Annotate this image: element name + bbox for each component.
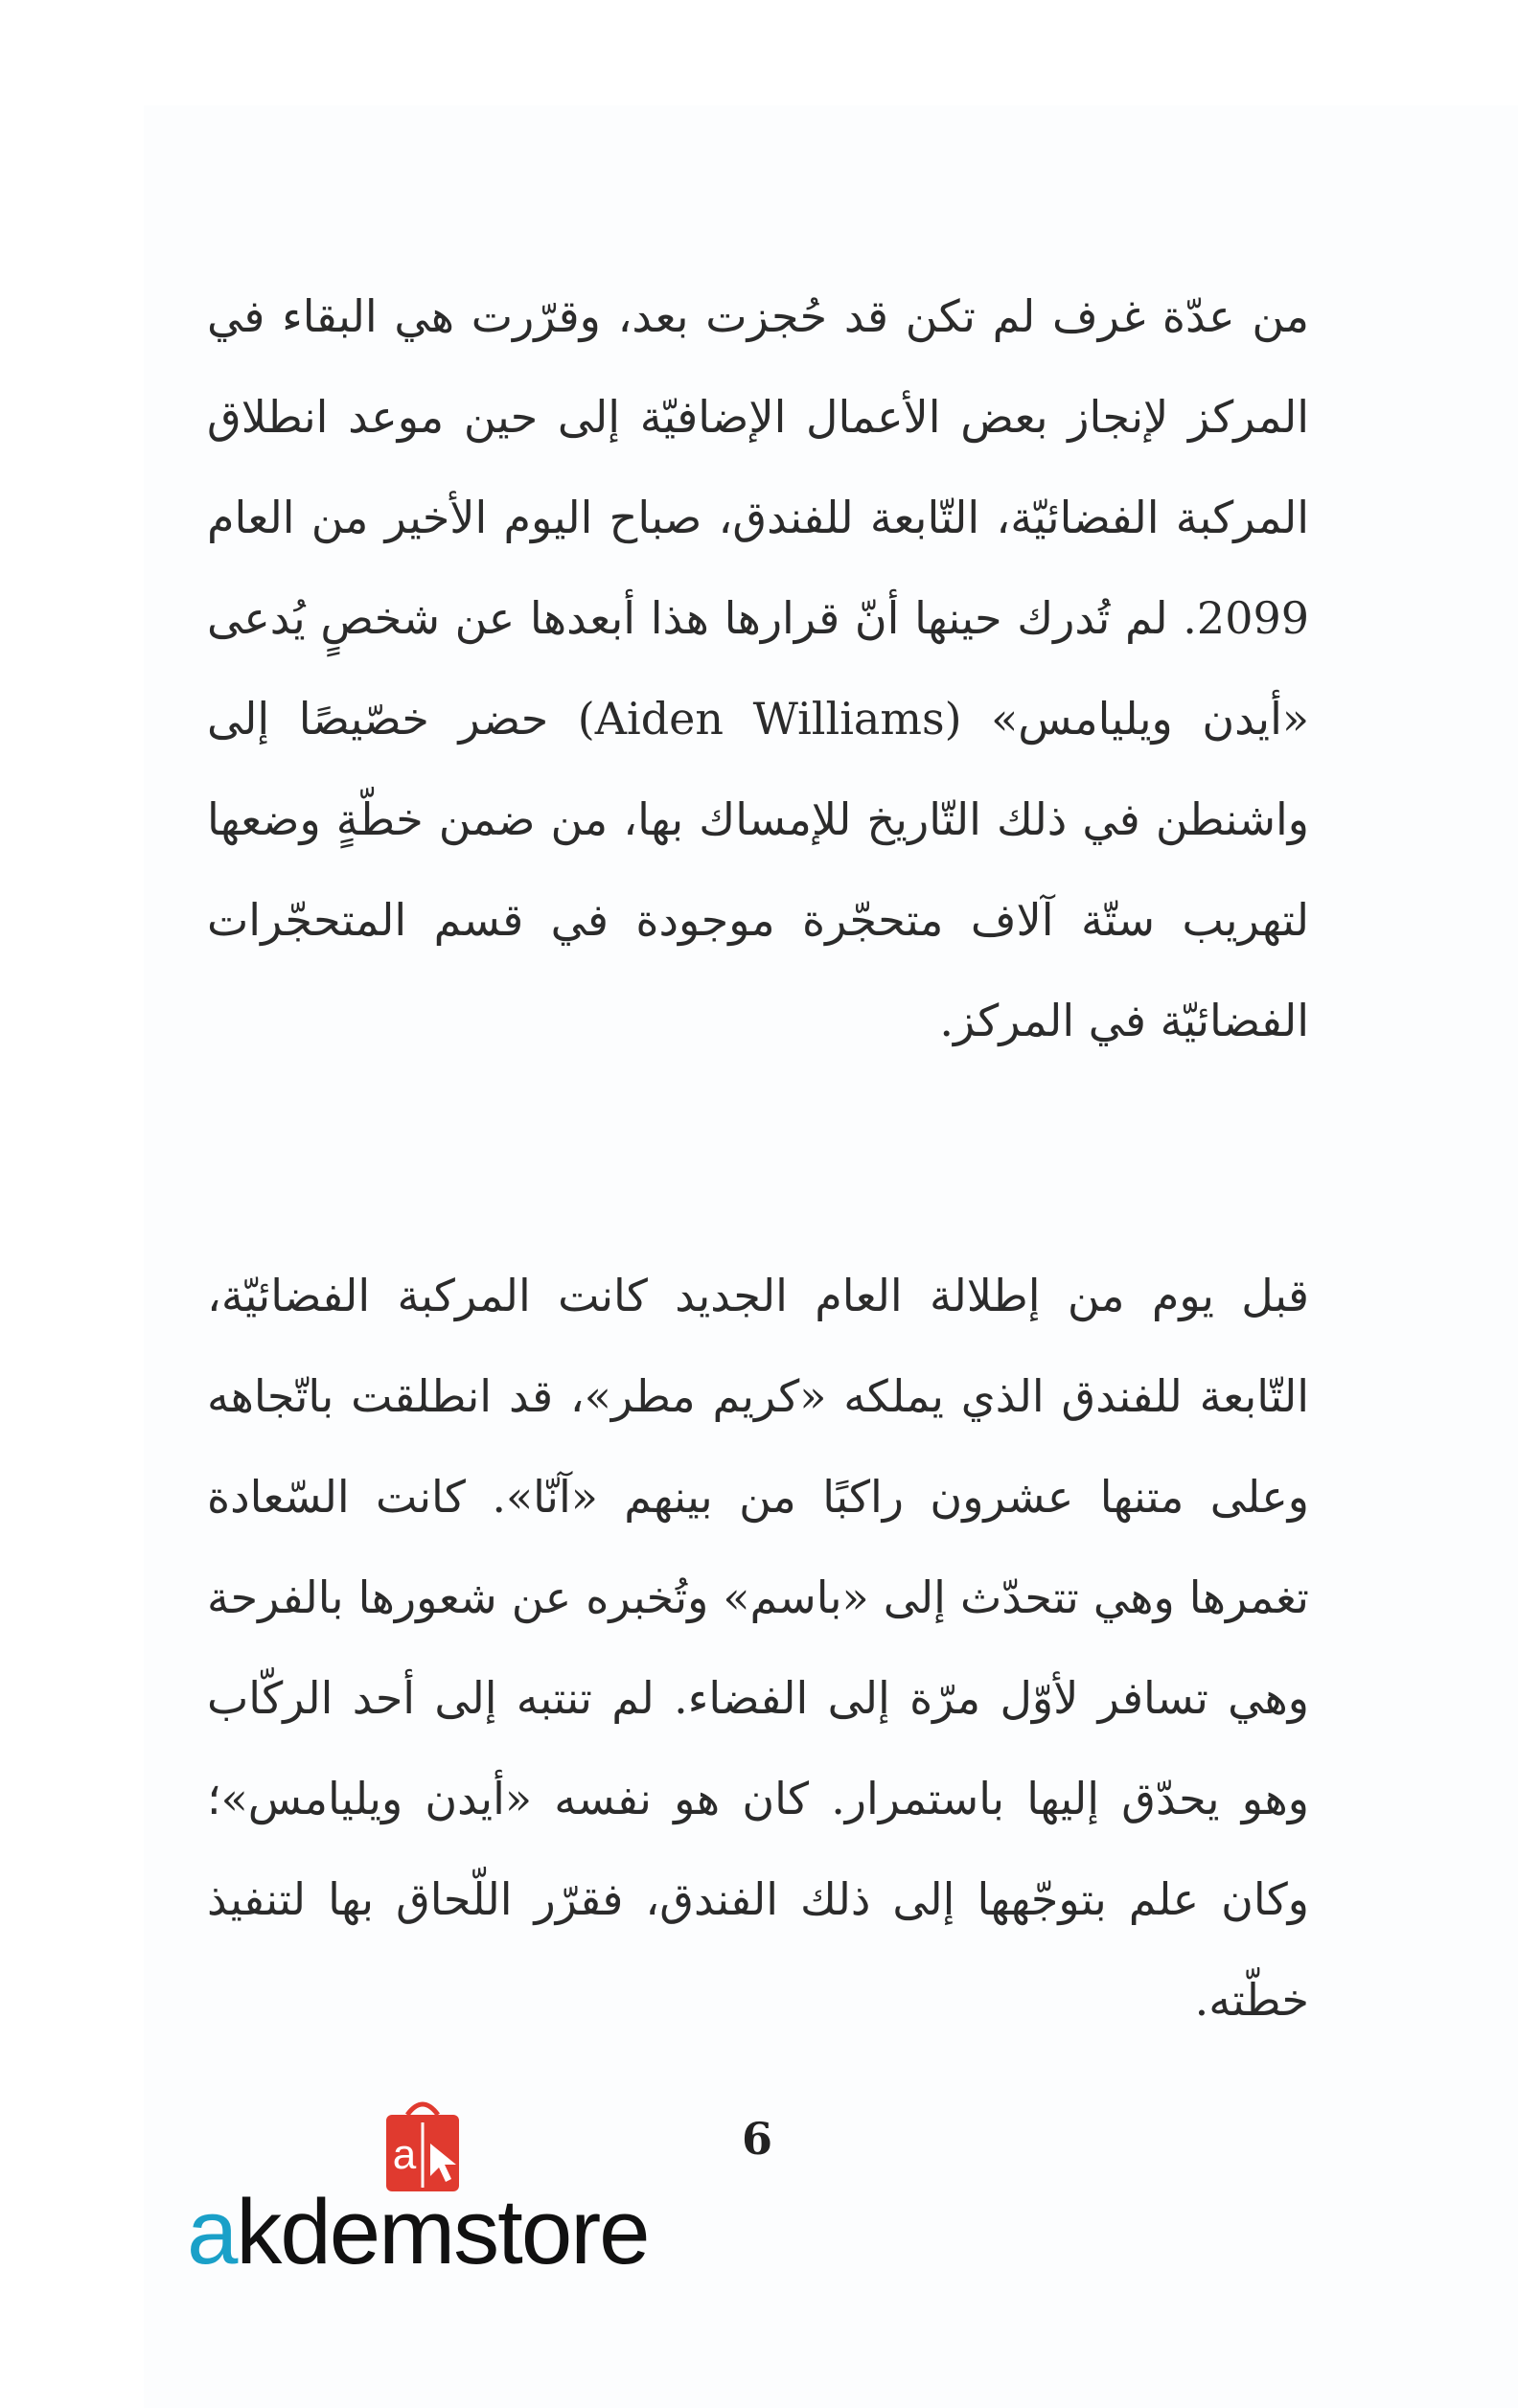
paragraph-2: قبل يوم من إطلالة العام الجديد كانت المركبة الفضائيّة، التّابعة للفندق الذي يملكه «كريم مطر»، قد انطلقت باتّجاهه وعلى متنها عشرون راكبًا من بينهم «آنّا». كانت السّعادة تغمرها وهي تتحدّث إلى «باسم» وتُخبره عن شعورها بالفرحة وهي تسافر لأوّل مرّة إلى الفضاء. لم تنتبه إلى أحد الركّاب وهو يحدّق إليها باستمرار. كان هو نفسه «أيدن ويليامس»؛ وكان علم بتوجّهها إلى ذلك الفندق، فقرّر اللّحاق بها لتنفيذ خطّته. xyxy=(207,1270,1309,2026)
page-number: 6 xyxy=(741,2113,772,2165)
logo-a: a xyxy=(187,2181,237,2283)
logo-rest: kdemstore xyxy=(236,2181,649,2283)
akdemstore-logo xyxy=(187,2180,649,2285)
paragraph-1: من عدّة غرف لم تكن قد حُجزت بعد، وقرّرت هي البقاء في المركز لإنجاز بعض الأعمال الإضافيّة إلى حين موعد انطلاق المركبة الفضائيّة، التّابعة للفندق، صباح اليوم الأخير من العام 2099. لم تُدرك حينها أنّ قرارها هذا أبعدها عن شخصٍ يُدعى «أيدن ويليامس» (Aiden Williams) حضر خصّيصًا إلى واشنطن في ذلك التّاريخ للإمساك بها، من ضمن خطّةٍ وضعها لتهريب ستّة آلاف متحجّرة موجودة في قسم المتحجّرات الفضائيّة في المركز. xyxy=(207,290,1309,1046)
badge-letter: a xyxy=(392,2131,417,2178)
